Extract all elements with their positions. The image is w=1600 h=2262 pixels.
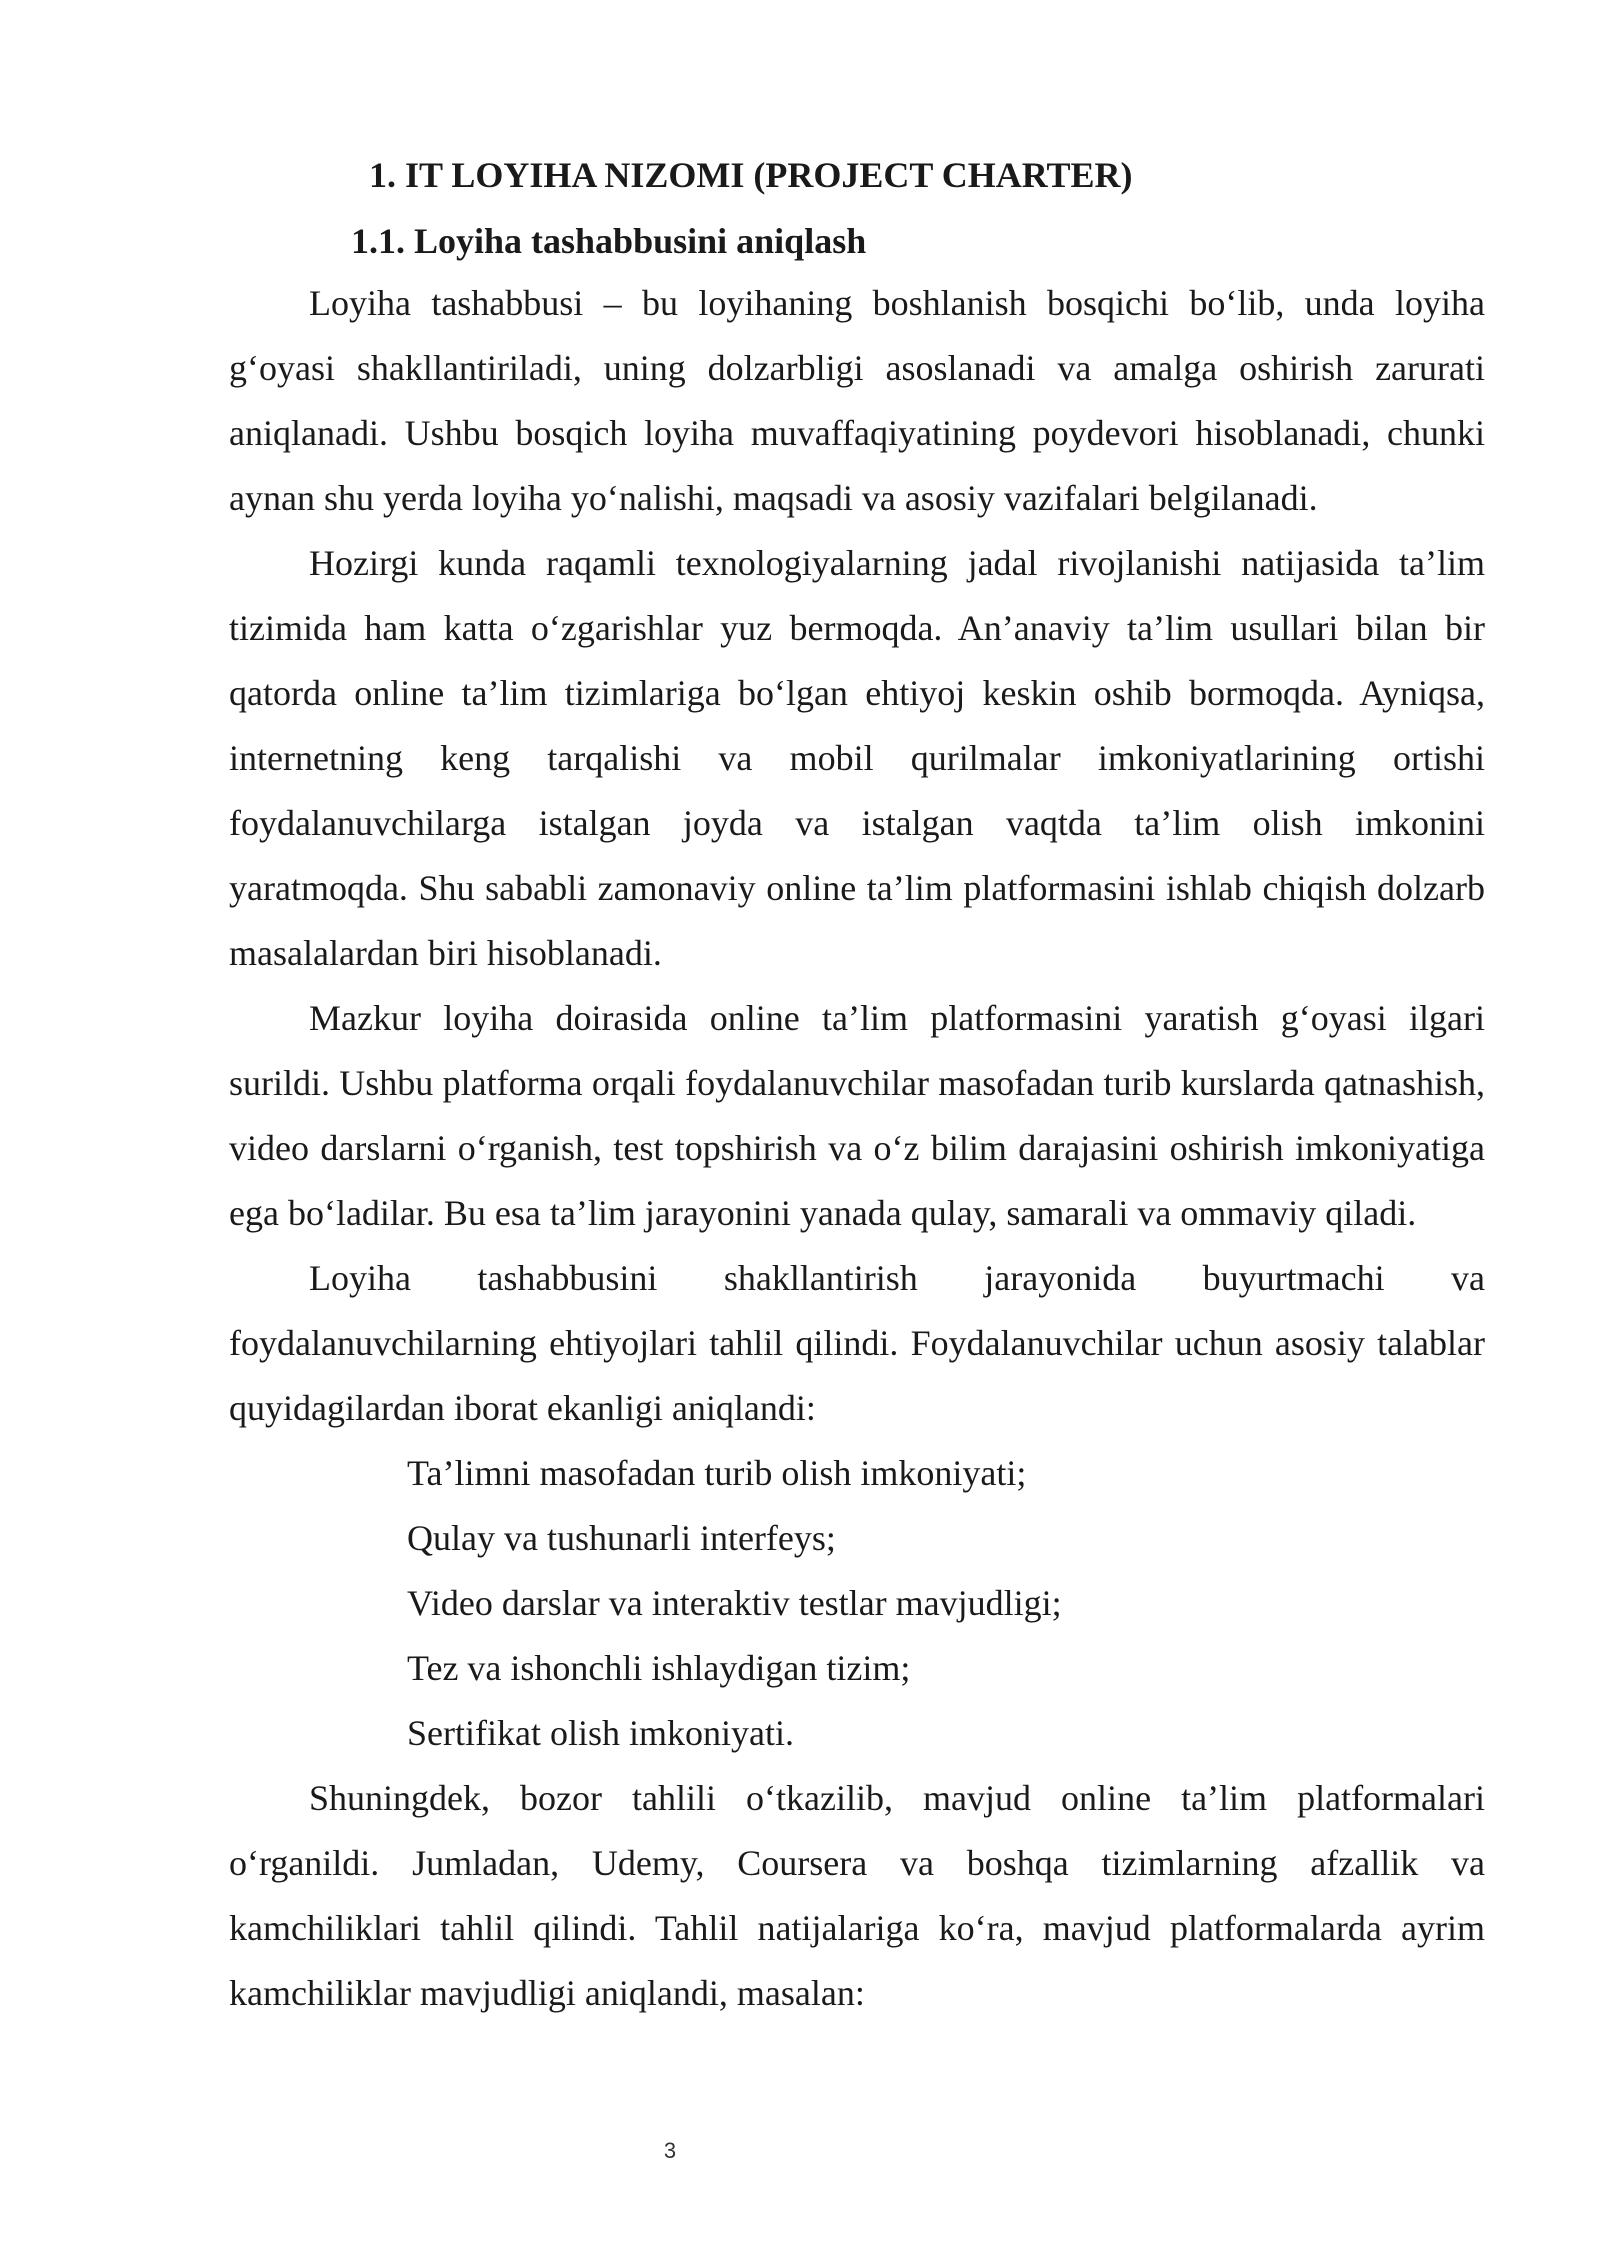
page-content (229, 148, 1485, 2026)
list-item: Video darslar va interaktiv testlar mavjudligi; (407, 1583, 1062, 1623)
section-title: 1.1. Loyiha tashabbusini aniqlash (351, 221, 867, 261)
chapter-title: 1. IT LOYIHA NIZOMI (PROJECT CHARTER) (369, 155, 1133, 195)
list-item: Qulay va tushunarli interfeys; (407, 1518, 836, 1558)
list-item: Tez va ishonchli ishlaydigan tizim; (407, 1648, 911, 1688)
list-item: Ta’limni masofadan turib olish imkoniyati; (407, 1453, 1027, 1493)
requirements-list (229, 1441, 1485, 1766)
list-item: Sertifikat olish imkoniyati. (407, 1713, 794, 1753)
paragraph-digital-education-context: Hozirgi kunda raqamli texnologiyalarning jadal rivojlanishi natijasida ta’lim tizimida ham katta o‘zgarishlar yuz bermoqda. An’anaviy ta’lim usullari bilan bir qatorda online ta’lim tizimlariga bo‘lgan ehtiyoj keskin oshib bormoqda. Ayniqsa, internetning keng tarqalishi va mobil qurilmalar imkoniyatlarining ortishi foydalanuvchilarga istalgan joyda va istalgan vaqtda ta’lim olish imkonini yaratmoqda. Shu sababli zamonaviy online ta’lim platformasini ishlab chiqish dolzarb masalalardan biri hisoblanadi. (229, 543, 1485, 973)
paragraph-platform-idea: Mazkur loyiha doirasida online ta’lim platformasini yaratish g‘oyasi ilgari surildi. Ushbu platforma orqali foydalanuvchilar masofadan turib kurslarda qatnashish, video darslarni o‘rganish, test topshirish va o‘z bilim darajasini oshirish imkoniyatiga ega bo‘ladilar. Bu esa ta’lim jarayonini yanada qulay, samarali va ommaviy qiladi. (229, 998, 1485, 1233)
paragraph-initiative-definition: Loyiha tashabbusi – bu loyihaning boshlanish bosqichi bo‘lib, unda loyiha g‘oyasi shakllantiriladi, uning dolzarbligi asoslanadi va amalga oshirish zarurati aniqlanadi. Ushbu bosqich loyiha muvaffaqiyatining poydevori hisoblanadi, chunki aynan shu yerda loyiha yo‘nalishi, maqsadi va asosiy vazifalari belgilanadi. (229, 283, 1485, 518)
page-number: 3 (663, 2138, 677, 2163)
paragraph-market-analysis: Shuningdek, bozor tahlili o‘tkazilib, mavjud online ta’lim platformalari o‘rganildi. Jumladan, Udemy, Coursera va boshqa tizimlarning afzallik va kamchiliklari tahlil qilindi. Tahlil natijalariga ko‘ra, mavjud platformalarda ayrim kamchiliklar mavjudligi aniqlandi, masalan: (229, 1778, 1485, 2013)
paragraph-requirements-intro: Loyiha tashabbusini shakllantirish jarayonida buyurtmachi va foydalanuvchilarning ehtiyojlari tahlil qilindi. Foydalanuvchilar uchun asosiy talablar quyidagilardan iborat ekanligi aniqlandi: (229, 1258, 1485, 1428)
